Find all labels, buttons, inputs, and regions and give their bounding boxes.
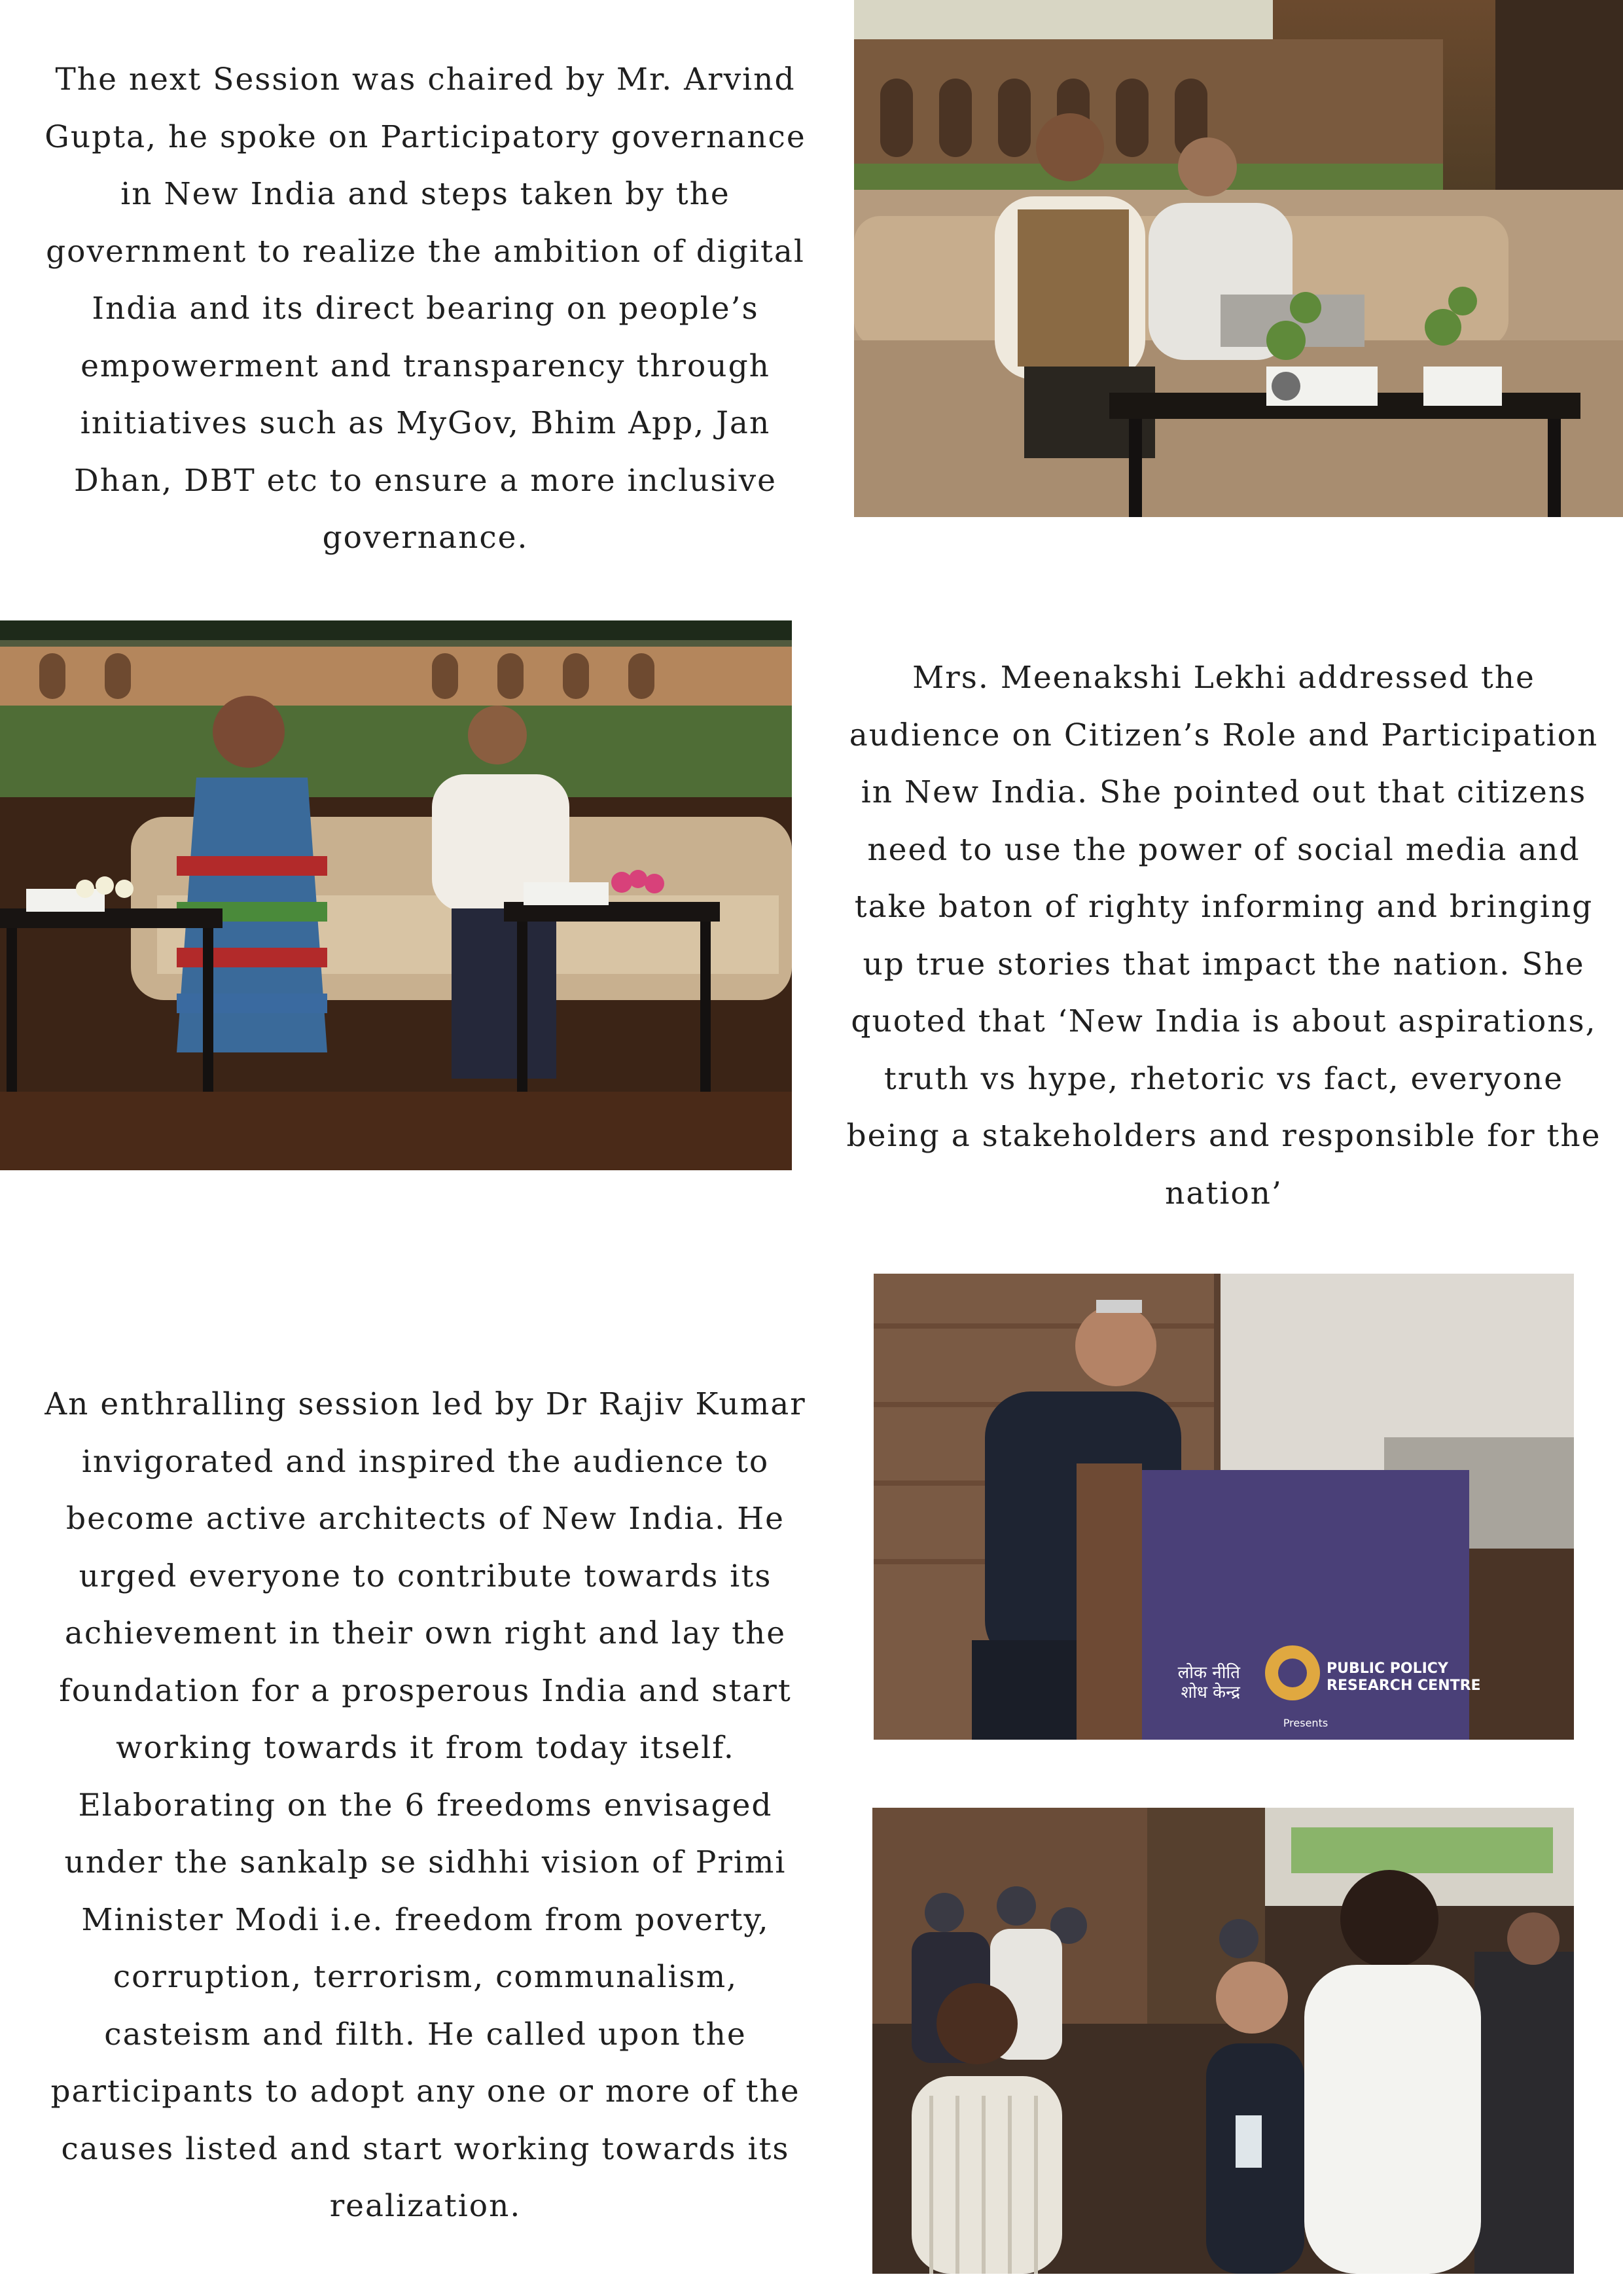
session-arvind-gupta-text: [39, 51, 812, 567]
photo-rajiv-kumar-with-participants: [872, 1808, 1574, 2274]
photo-rajiv-kumar-at-podium: [874, 1274, 1574, 1740]
paragraph: Elaborating on the 6 freedoms envisaged under the sankalp se sidhhi vision of Primi Minister Modi i.e. freedom from poverty, corruption, terrorism, communalism, casteism and filth. He called upon the participants to adopt any one or more of the causes listed and start working towards its realization.: [50, 1787, 800, 2224]
podium-logo-english-2: RESEARCH CENTRE: [1327, 1677, 1481, 1694]
podium-logo-hindi-2: शोध केन्द्र: [1181, 1683, 1240, 1702]
podium-caption: Presents: [1283, 1717, 1329, 1729]
paragraph: An enthralling session led by Dr Rajiv Kumar invigorated and inspired the audience to become active architects of New India. He urged everyone to contribute towards its achievement in their own right and lay the foundation for a prosperous India and start working towards it from today itself.: [45, 1386, 806, 1766]
photo-meenakshi-lekhi-speaking: [0, 620, 792, 1170]
paragraph: Mrs. Meenakshi Lekhi addressed the audience on Citizen’s Role and Participation in New India. She pointed out that citizens need to use the power of social media and take baton of righty informing and bringing up true stories that impact the nation. She quoted that ‘New India is about aspirations, truth vs hype, rhetoric vs fact, everyone being a stakeholders and responsible for the nation’: [846, 660, 1601, 1211]
session-rajiv-kumar-text: [36, 1376, 815, 2235]
podium-logo-hindi-1: लोक नीति: [1177, 1663, 1240, 1683]
paragraph: The next Session was chaired by Mr. Arvind Gupta, he spoke on Participatory governance in New India and steps taken by the government to realize the ambition of digital India and its direct bearing on people’s empowerment and transparency through initiatives such as MyGov, Bhim App, Jan Dhan, DBT etc to ensure a more inclusive governance.: [45, 62, 806, 556]
photo-panel-discussion-arvind-gupta: [854, 0, 1623, 517]
session-meenakshi-lekhi-text: [838, 649, 1610, 1222]
podium-logo-english-1: PUBLIC POLICY: [1327, 1660, 1448, 1677]
